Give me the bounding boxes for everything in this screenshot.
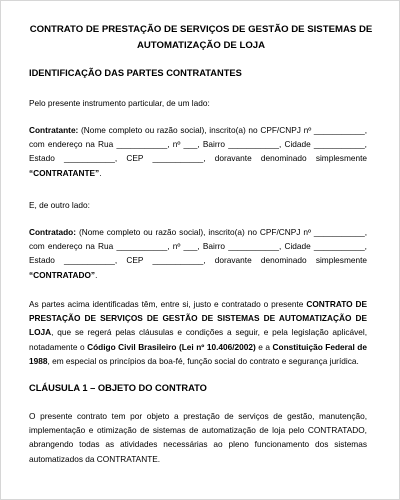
contract-title-line-2: AUTOMATIZAÇÃO DE LOJA bbox=[136, 40, 266, 51]
contratante-line-3: Estado ___________, CEP ___________, doravante denominado simplesmente bbox=[29, 153, 367, 164]
contratado-designation: “CONTRATADO” bbox=[29, 269, 96, 280]
contratante-designation: “CONTRATANTE” bbox=[29, 167, 100, 178]
clause-1-line-4: automatizados da CONTRATANTE. bbox=[29, 453, 161, 464]
agreement-line-5a: 1988 bbox=[29, 355, 48, 366]
agreement-line-4b: Código Civil Brasileiro (Lei nº 10.406/2002) bbox=[87, 341, 256, 352]
agreement-line-5b: , em especial os princípios da boa-fé, função social do contrato e segurança jurídica. bbox=[47, 355, 359, 366]
agreement-line-3b: , que se regerá pelas cláusulas e condições a seguir, e pela legislação aplicável, bbox=[51, 327, 367, 338]
clause-1-heading: CLÁUSULA 1 – OBJETO DO CONTRATO bbox=[29, 383, 207, 393]
clause-1-line-1: O presente contrato tem por objeto a prestação de serviços de gestão, manutenção, bbox=[29, 411, 367, 421]
agreement-line-2: PRESTAÇÃO DE SERVIÇOS DE GESTÃO DE SISTEMAS DE AUTOMATIZAÇÃO DE bbox=[29, 313, 367, 324]
clause-1-line-2: implementação e otimização de sistemas de automatização de loja pelo CONTRATADO, bbox=[29, 425, 367, 436]
contratado-line-2: com endereço na Rua ___________, nº ___, Bairro ___________, Cidade ___________, bbox=[29, 241, 367, 252]
contratante-designation-end: . bbox=[99, 167, 102, 178]
agreement-line-1b: CONTRATO DE bbox=[306, 299, 367, 309]
contratante-label: Contratante: bbox=[29, 125, 79, 135]
agreement-paragraph bbox=[29, 297, 367, 368]
contratado-line-1: (Nome completo ou razão social), inscrito(a) no CPF/CNPJ nº ___________, bbox=[76, 227, 367, 237]
clause-1-line-3: abrangendo todas as atividades necessárias ao pleno funcionamento dos sistemas bbox=[29, 439, 367, 450]
contratado-label: Contratado: bbox=[29, 227, 77, 237]
contratante-paragraph bbox=[29, 123, 367, 180]
contratante-line-1: (Nome completo ou razão social), inscrito(a) no CPF/CNPJ nº ___________, bbox=[78, 125, 367, 135]
parties-intro: Pelo presente instrumento particular, de um lado: bbox=[29, 98, 210, 108]
contract-title-line-1: CONTRATO DE PRESTAÇÃO DE SERVIÇOS DE GESTÃO DE SISTEMAS DE bbox=[29, 24, 373, 35]
agreement-line-4d: Constituição Federal de bbox=[272, 341, 367, 352]
agreement-line-4c: e a bbox=[255, 341, 273, 352]
contract-title bbox=[21, 22, 381, 54]
agreement-line-4a: notadamente o bbox=[29, 341, 88, 352]
other-side-text: E, de outro lado: bbox=[29, 200, 90, 210]
parties-heading: IDENTIFICAÇÃO DAS PARTES CONTRATANTES bbox=[29, 68, 242, 78]
agreement-line-3a: LOJA bbox=[29, 327, 52, 338]
contratado-paragraph bbox=[29, 225, 367, 282]
contratante-line-2: com endereço na Rua ___________, nº ___, Bairro ___________, Cidade ___________, bbox=[29, 139, 367, 150]
clause-1-paragraph bbox=[29, 409, 367, 466]
agreement-line-1a: As partes acima identificadas têm, entre si, justo e contratado o presente bbox=[29, 299, 307, 309]
contratado-designation-end: . bbox=[95, 269, 98, 280]
contratado-line-3: Estado ___________, CEP ___________, doravante denominado simplesmente bbox=[29, 255, 367, 266]
